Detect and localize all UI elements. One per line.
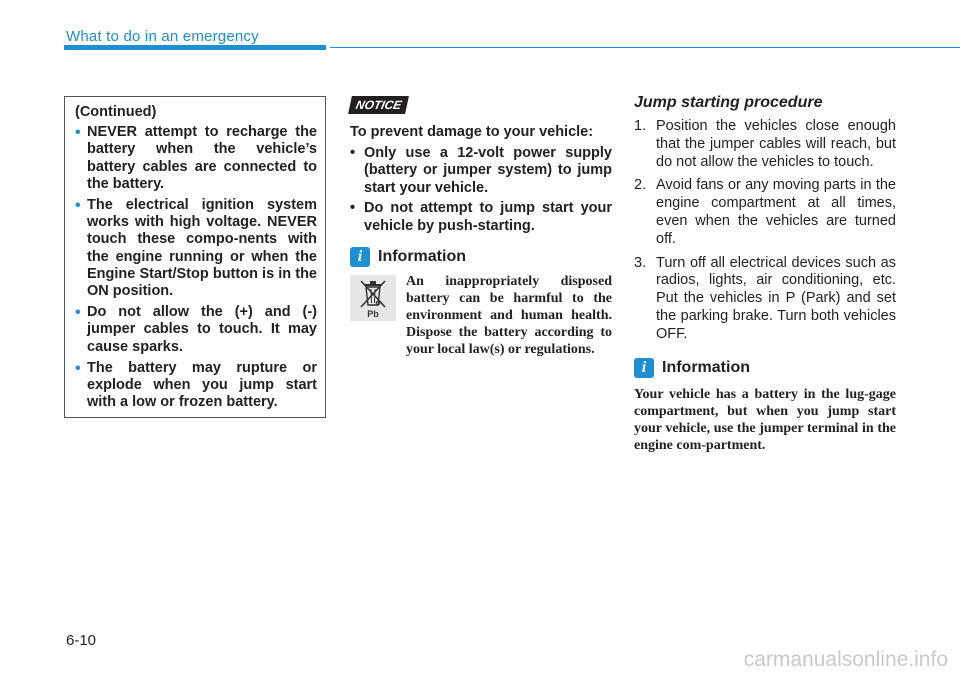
header-accent-bar <box>64 45 326 50</box>
notice-intro: To prevent damage to your vehicle: <box>350 124 594 140</box>
continued-label: (Continued) <box>75 104 157 120</box>
notice-item: • Only use a 12-volt power supply (battery or jumper system) to jump start your vehicle. <box>350 144 612 196</box>
section-title: Jump starting procedure <box>634 94 823 111</box>
notice-badge: NOTICE <box>348 96 409 114</box>
crossed-bin-icon <box>350 275 396 321</box>
bullet-icon: • <box>75 304 81 322</box>
information-heading <box>634 358 896 378</box>
info-icon: i <box>634 358 654 378</box>
info-icon: i <box>350 247 370 267</box>
bullet-icon: • <box>75 124 81 142</box>
watermark: carmanualsonline.info <box>743 648 948 671</box>
information-heading <box>350 247 612 267</box>
step-item: 2. Avoid fans or any moving parts in the engine compartment at all times, even when the vehicles are turned off. <box>634 177 896 247</box>
header-title: What to do in an emergency <box>66 28 259 45</box>
warning-item: • NEVER attempt to recharge the battery when the vehicle’s battery cables are connected to the battery. <box>75 124 317 192</box>
header-rule <box>330 47 960 48</box>
notice-item: • Do not attempt to jump start your vehicle by push-starting. <box>350 200 612 234</box>
bullet-icon: • <box>350 200 356 216</box>
information-text: Your vehicle has a battery in the lug-gage compartment, but when you jump start your vehicle, use the jumper terminal in the engine com-partment. <box>634 386 896 453</box>
bullet-icon: • <box>350 144 356 161</box>
information-title: Information <box>378 248 466 265</box>
notice-column <box>350 96 612 358</box>
step-item: 1. Position the vehicles close enough that the jumper cables will reach, but do not allow the vehicles to touch. <box>634 118 896 170</box>
bin-label: Pb <box>367 309 379 319</box>
warning-box <box>64 96 326 418</box>
page-number: 6-10 <box>66 632 97 649</box>
jump-start-column <box>634 94 896 454</box>
bullet-icon: • <box>75 359 81 377</box>
warning-item: • The battery may rupture or explode when you jump start with a low or frozen battery. <box>75 359 317 411</box>
information-text: An inappropriately disposed battery can be harmful to the environment and human health. Dispose the battery according to your local law(s) or regulations. <box>406 274 612 357</box>
warning-item: • Do not allow the (+) and (-) jumper cables to touch. It may cause sparks. <box>75 304 317 355</box>
warning-item: • The electrical ignition system works with high voltage. NEVER touch these compo-nents with the engine running or when the Engine Start/Stop button is in the ON position. <box>75 197 317 300</box>
bullet-icon: • <box>75 197 81 215</box>
step-item: 3. Turn off all electrical devices such as radios, lights, air conditioning, etc. Put the vehicles in P (Park) and set the parking brake. Turn both vehicles OFF. <box>634 254 896 342</box>
information-title: Information <box>662 358 750 376</box>
information-body <box>350 273 612 358</box>
